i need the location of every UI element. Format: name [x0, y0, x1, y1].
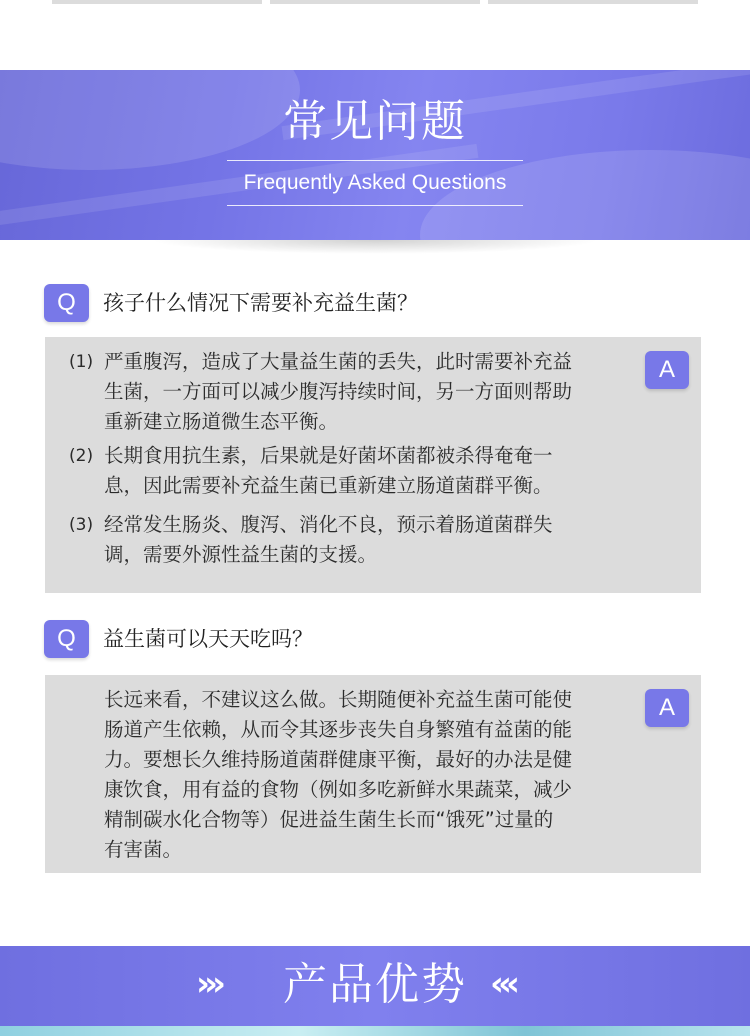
text-line: 调，需要外源性益生菌的支援。 — [104, 543, 378, 566]
chevron-right-icon: ››› — [196, 964, 221, 1004]
question-badge: Q — [44, 620, 89, 658]
question-row — [44, 284, 694, 324]
faq-banner — [0, 70, 750, 240]
answer-item — [69, 510, 629, 570]
text-line: 精制碳水化合物等）促进益生菌生长而“饿死”过量的 — [104, 808, 554, 831]
answer-item — [69, 347, 629, 437]
item-text — [104, 510, 629, 570]
text-line: 长期食用抗生素，后果就是好菌坏菌都被杀得奄奄一 — [104, 444, 553, 467]
question-row — [44, 620, 694, 660]
item-text — [104, 441, 629, 501]
divider-segment — [488, 0, 698, 4]
divider-segment — [270, 0, 480, 4]
text-line: 力。要想长久维持肠道菌群健康平衡，最好的办法是健 — [104, 748, 573, 771]
text-line: 重新建立肠道微生态平衡。 — [104, 410, 339, 433]
text-line: 严重腹泻，造成了大量益生菌的丢失，此时需要补充益 — [104, 350, 573, 373]
chevron-left-icon: ‹‹‹ — [490, 964, 515, 1004]
text-line: 息，因此需要补充益生菌已重新建立肠道菌群平衡。 — [104, 474, 553, 497]
subtitle-divider — [227, 205, 523, 206]
answer-badge: A — [645, 351, 689, 389]
top-divider-strip — [0, 0, 750, 6]
faq-subtitle: Frequently Asked Questions — [243, 171, 507, 194]
question-text: 孩子什么情况下需要补充益生菌？ — [103, 291, 418, 315]
divider-segment — [52, 0, 262, 4]
question-badge: Q — [44, 284, 89, 322]
text-line: 长远来看，不建议这么做。长期随便补充益生菌可能使 — [104, 688, 573, 711]
banner-shadow — [150, 240, 600, 254]
question-text: 益生菌可以天天吃吗？ — [103, 627, 313, 651]
answer-item — [69, 441, 629, 501]
text-line: 生菌，一方面可以减少腹泻持续时间，另一方面则帮助 — [104, 380, 573, 403]
answer-box — [45, 675, 701, 873]
product-image-edge — [0, 1026, 750, 1036]
faq-title: 常见问题 — [283, 96, 467, 147]
item-number: (1) — [69, 352, 94, 372]
text-line: 经常发生肠炎、腹泻、消化不良，预示着肠道菌群失 — [104, 513, 553, 536]
text-line: 康饮食，用有益的食物（例如多吃新鲜水果蔬菜，减少 — [104, 778, 573, 801]
text-line: 有害菌。 — [104, 838, 183, 861]
item-text — [104, 347, 629, 437]
title-divider — [227, 160, 523, 161]
answer-badge: A — [645, 689, 689, 727]
answer-box — [45, 337, 701, 593]
item-number: (3) — [69, 515, 94, 535]
product-title: 产品优势 — [283, 959, 467, 1010]
product-advantages-banner — [0, 946, 750, 1026]
text-line: 肠道产生依赖，从而令其逐步丧失自身繁殖有益菌的能 — [104, 718, 573, 741]
answer-text — [104, 685, 634, 865]
item-number: (2) — [69, 446, 94, 466]
